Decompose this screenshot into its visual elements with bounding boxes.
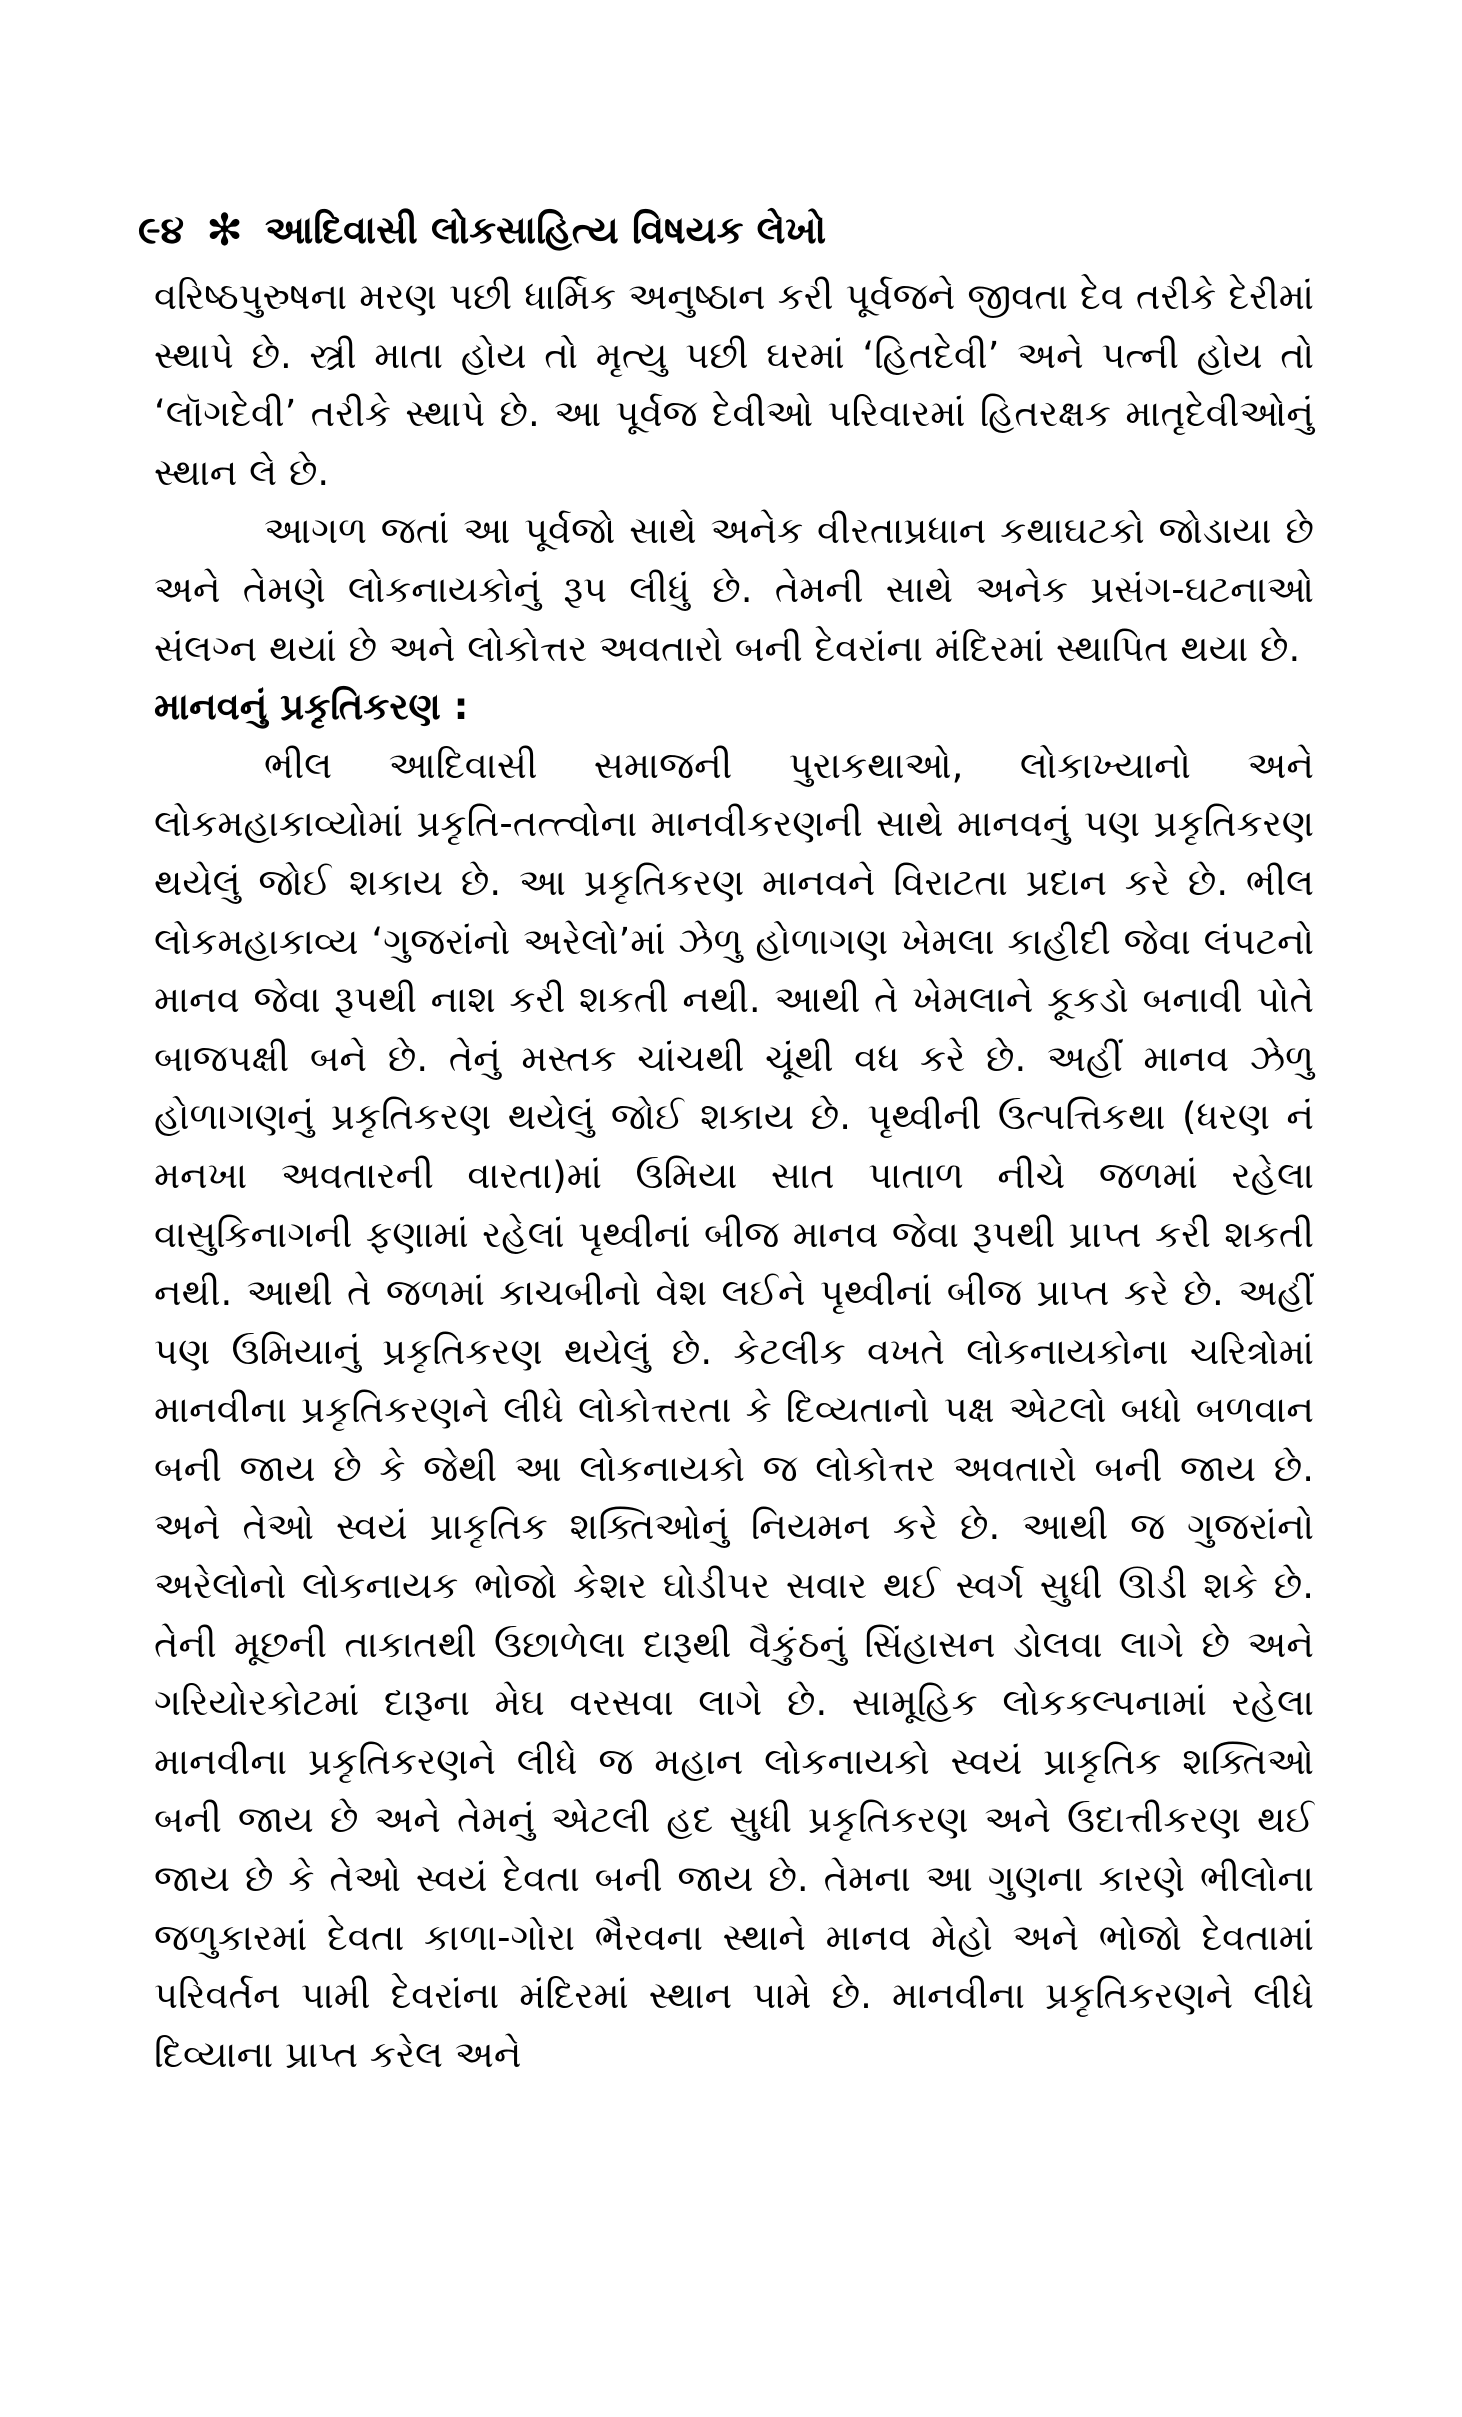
book-title: આદિવાસી લોકસાહિત્ય વિષયક લેખો xyxy=(264,207,827,252)
asterisk-separator-icon: ✻ xyxy=(206,204,243,256)
running-header xyxy=(138,200,1338,260)
paragraph-1: વરિષ્ઠપુરુષના મરણ પછી ધાર્મિક અનુષ્ઠાન કરી પૂર્વજને જીવતા દેવ તરીકે દેરીમાં સ્થાપે છે. સ્ત્રી માતા હોય તો મૃત્યુ પછી ઘરમાં ‘હિતદેવી’ અને પત્ની હોય તો ‘લૉગદેવી’ તરીકે સ્થાપે છે. આ પૂર્વજ દેવીઓ પરિવારમાં હિતરક્ષક માતૃદેવીઓનું સ્થાન લે છે. xyxy=(154,275,1314,494)
page-body xyxy=(154,268,1314,2084)
paragraph-3: ભીલ આદિવાસી સમાજની પુરાકથાઓ, લોકાખ્યાનો અને લોકમહાકાવ્યોમાં પ્રકૃતિ-તત્ત્વોના માનવીકરણની સાથે માનવનું પણ પ્રકૃતિકરણ થયેલું જોઈ શકાય છે. આ પ્રકૃતિકરણ માનવને વિરાટતા પ્રદાન કરે છે. ભીલ લોકમહાકાવ્ય ‘ગુજરાંનો અરેલો’માં ઝેળુ હોળાગણ ખેમલા કાહીદી જેવા લંપટનો માનવ જેવા રૂપથી નાશ કરી શકતી નથી. આથી તે ખેમલાને કૂકડો બનાવી પોતે બાજપક્ષી બને છે. તેનું મસ્તક ચાંચથી ચૂંથી વધ કરે છે. અહીં માનવ ઝેળુ હોળાગણનું પ્રકૃતિકરણ થયેલું જોઈ શકાય છે. પૃથ્વીની ઉત્પત્તિકથા (ધરણ નં મનખા અવતારની વારતા)માં ઉમિયા સાત પાતાળ નીચે જળમાં રહેલા વાસુકિનાગની ફણામાં રહેલાં પૃથ્વીનાં બીજ માનવ જેવા રૂપથી પ્રાપ્ત કરી શકતી નથી. આથી તે જળમાં કાચબીનો વેશ લઈને પૃથ્વીનાં બીજ પ્રાપ્ત કરે છે. અહીં પણ ઉમિયાનું પ્રકૃતિકરણ થયેલું છે. કેટલીક વખતે લોકનાયકોના ચરિત્રોમાં માનવીના પ્રકૃતિકરણને લીધે લોકોત્તરતા કે દિવ્યતાનો પક્ષ એટલો બધો બળવાન બની જાય છે કે જેથી આ લોકનાયકો જ લોકોત્તર અવતારો બની જાય છે. અને તેઓ સ્વયં પ્રાકૃતિક શક્તિઓનું નિયમન કરે છે. આથી જ ગુજરાંનો અરેલોનો લોકનાયક ભોજો કેશર ઘોડીપર સવાર થઈ સ્વર્ગ સુધી ઊડી શકે છે. તેની મૂછની તાકાતથી ઉછાળેલા દારૂથી વૈકુંઠનું સિંહાસન ડોલવા લાગે છે અને ગરિયોરકોટમાં દારૂના મેઘ વરસવા લાગે છે. સામૂહિક લોકકલ્પનામાં રહેલા માનવીના પ્રકૃતિકરણને લીધે જ મહાન લોકનાયકો સ્વયં પ્રાકૃતિક શક્તિઓ બની જાય છે અને તેમનું એટલી હદ સુધી પ્રકૃતિકરણ અને ઉદાત્તીકરણ થઈ જાય છે કે તેઓ સ્વયં દેવતા બની જાય છે. તેમના આ ગુણના કારણે ભીલોના જળુકારમાં દેવતા કાળા-ગોરા ભૈરવના સ્થાને માનવ મેહો અને ભોજો દેવતામાં પરિવર્તન પામી દેવરાંના મંદિરમાં સ્થાન પામે છે. માનવીના પ્રકૃતિકરણને લીધે દિવ્યાના પ્રાપ્ત કરેલ અને xyxy=(154,743,1314,2076)
paragraph-2: આગળ જતાં આ પૂર્વજો સાથે અનેક વીરતાપ્રધાન કથાઘટકો જોડાયા છે અને તેમણે લોકનાયકોનું રૂપ લીધું છે. તેમની સાથે અનેક પ્રસંગ-ઘટનાઓ સંલગ્ન થયાં છે અને લોકોત્તર અવતારો બની દેવરાંના મંદિરમાં સ્થાપિત થયા છે. xyxy=(154,509,1314,670)
section-heading: માનવનું પ્રકૃતિકરણ : xyxy=(154,685,469,729)
page-number: ૯૪ xyxy=(138,207,185,252)
